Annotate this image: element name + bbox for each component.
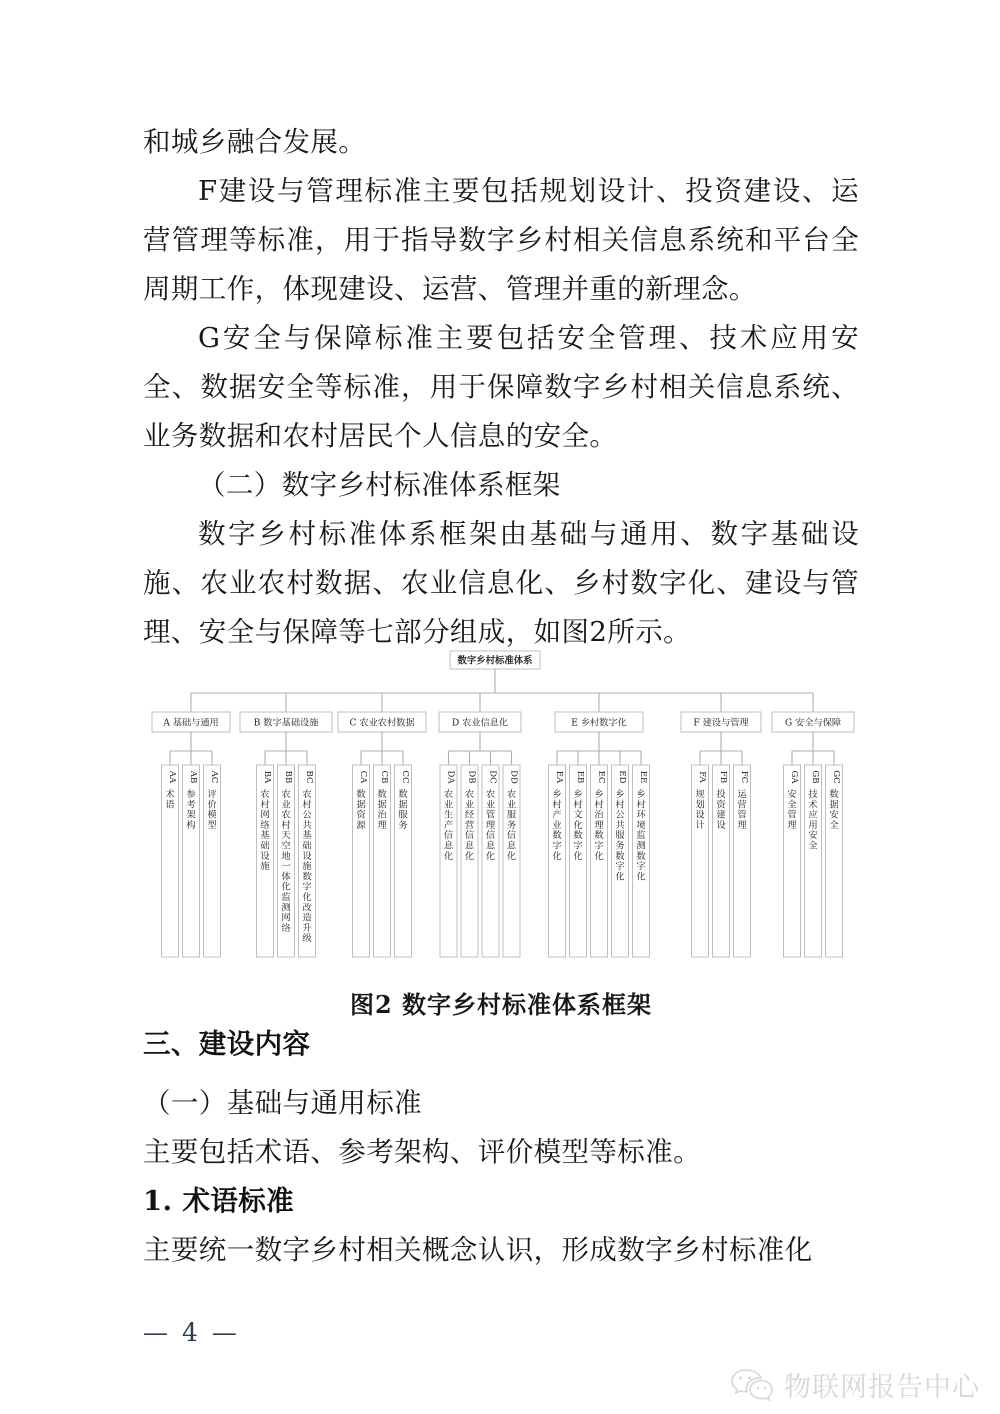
diagram-leaf-label-char: 一 [281, 861, 291, 873]
diagram-leaf-label-char: 化 [615, 871, 625, 883]
diagram-leaf-label-char: 产 [443, 819, 454, 831]
diagram-leaf-label-char: 乡 [552, 789, 562, 800]
diagram-leaf-code: EE [638, 770, 648, 784]
diagram-leaf-label-char: 农 [281, 809, 291, 821]
diagram-leaf-label-char: 字 [552, 840, 562, 852]
diagram-leaf-label-char: 天 [281, 830, 291, 842]
diagram-leaf-code: FA [697, 771, 707, 783]
figure-svg [143, 643, 859, 973]
diagram-leaf-label-char: 构 [186, 819, 196, 831]
diagram-leaf-label-char: 公 [302, 809, 312, 821]
diagram-branch-label-g: G 安全与保障 [784, 717, 842, 729]
diagram-leaf-label-char: 络 [260, 819, 270, 831]
diagram-leaf-label-char: 数 [377, 789, 387, 800]
item-body: 主要统一数字乡村相关概念认识，形成数字乡村标准化 [143, 1234, 813, 1266]
diagram-branch-label-e: E 乡村数字化 [571, 717, 627, 729]
diagram-leaf-label-char: 字 [594, 840, 604, 852]
diagram-leaf-label-char: 建 [716, 809, 726, 821]
diagram-leaf-label-char: 息 [464, 840, 475, 852]
diagram-leaf-label-char: 治 [377, 809, 387, 821]
diagram-leaf-label-char: 模 [207, 809, 217, 821]
diagram-leaf-label-char: 化 [573, 819, 583, 831]
diagram-leaf-code: EC [596, 770, 606, 784]
diagram-leaf-label-char: 管 [737, 809, 747, 821]
diagram-leaf-label-char: 乡 [573, 789, 583, 800]
diagram-leaf-label-char: 信 [443, 830, 454, 842]
diagram-branch-label-f: F 建设与管理 [693, 717, 749, 729]
diagram-leaf-label-char: 境 [636, 819, 646, 831]
diagram-leaf-label-char: 化 [506, 850, 517, 862]
diagram-leaf-label-char: 字 [573, 840, 583, 852]
diagram-leaf-label-char: 数 [302, 871, 312, 883]
diagram-leaf-code: EB [575, 770, 585, 784]
diagram-leaf-label-char: 体 [281, 871, 291, 883]
diagram-leaf-label-char: 空 [281, 840, 291, 852]
diagram-leaf-label-char: 农 [260, 789, 270, 800]
diagram-leaf-label-char: 网 [281, 912, 291, 924]
diagram-leaf-label-char: 字 [636, 861, 646, 873]
diagram-leaf-label-char: 村 [302, 799, 312, 811]
diagram-leaf-label-char: 考 [186, 799, 196, 811]
diagram-leaf-label-char: 升 [302, 922, 312, 934]
diagram-leaf-label-char: 治 [594, 809, 604, 821]
diagram-leaf-label-char: 理 [737, 819, 747, 831]
diagram-leaf-label-char: 改 [302, 902, 312, 914]
diagram-branch-label-d: D 农业信息化 [451, 717, 509, 729]
watermark-label: 物联网报告中心 [784, 1372, 980, 1403]
diagram-leaf-label-char: 数 [573, 830, 583, 842]
diagram-leaf-label-char: 业 [552, 819, 562, 831]
diagram-leaf-label-char: 服 [615, 830, 625, 842]
diagram-leaf-label-char: 络 [281, 922, 291, 934]
diagram-leaf-label-char: 据 [377, 799, 387, 811]
diagram-leaf-label-char: 据 [356, 799, 366, 811]
diagram-leaf-code: AB [188, 770, 198, 784]
diagram-leaf-label-char: 数 [552, 830, 562, 842]
diagram-leaf-label-char: 架 [186, 809, 196, 821]
diagram-leaf-label-char: 用 [808, 819, 818, 831]
diagram-leaf-code: FB [718, 770, 728, 784]
diagram-leaf-label-char: 语 [165, 799, 175, 811]
diagram-leaf-label-char: 业 [443, 799, 454, 811]
diagram-leaf-label-char: 安 [829, 809, 839, 821]
diagram-leaf-label-char: 农 [302, 789, 312, 800]
diagram-leaf-label-char: 监 [281, 892, 291, 903]
diagram-leaf-label-char: 理 [485, 819, 496, 831]
diagram-leaf-label-char: 网 [260, 809, 270, 821]
diagram-leaf-label-char: 设 [260, 850, 270, 862]
page-number: — 4 — [143, 1318, 240, 1347]
diagram-leaf-code: GB [810, 770, 820, 784]
body-text-bottom [143, 1020, 859, 1275]
paragraph-f-standard: F建设与管理标准主要包括规划设计、投资建设、运营管理等标准，用于指导数字乡村相关信息系统和平台全周期工作，体现建设、运营、管理并重的新理念。 [143, 175, 859, 305]
diagram-leaf-label-char: 农 [464, 789, 475, 800]
diagram-leaf-label-char: 产 [552, 809, 562, 821]
diagram-leaf-label-char: 数 [636, 850, 646, 862]
diagram-leaf-label-char: 服 [506, 809, 517, 821]
diagram-leaf-label-char: 息 [485, 840, 496, 852]
diagram-leaf-label-char: 化 [594, 850, 604, 862]
diagram-leaf-label-char: 设 [716, 819, 726, 831]
diagram-leaf-label-char: 施 [260, 861, 270, 873]
wechat-icon [730, 1368, 776, 1402]
diagram-leaf-label-char: 安 [808, 830, 818, 842]
item-heading: 1. 术语标准 [143, 1185, 295, 1217]
diagram-leaf-label-char: 村 [573, 799, 583, 811]
diagram-leaf-code: BC [304, 770, 314, 784]
diagram-leaf-label-char: 型 [207, 819, 217, 831]
diagram-leaf-label-char: 营 [464, 819, 475, 831]
diagram-leaf-code: ED [617, 770, 627, 784]
diagram-branch-label-a: A 基础与通用 [163, 717, 219, 729]
diagram-leaf-label-char: 共 [302, 819, 312, 831]
diagram-leaf-label-char: 业 [506, 799, 517, 811]
diagram-leaf-label-char: 全 [787, 799, 797, 811]
diagram-leaf-label-char: 资 [356, 809, 366, 821]
diagram-leaf-label-char: 测 [636, 840, 646, 852]
diagram-leaf-label-char: 化 [281, 881, 291, 893]
diagram-leaf-label-char: 村 [552, 799, 562, 811]
diagram-leaf-label-char: 息 [443, 840, 454, 852]
diagram-leaf-label-char: 村 [615, 799, 625, 811]
diagram-leaf-label-char: 经 [464, 809, 475, 821]
diagram-leaf-label-char: 共 [615, 819, 625, 831]
diagram-leaf-label-char: 信 [506, 830, 517, 842]
diagram-leaf-label-char: 数 [356, 789, 366, 800]
diagram-leaf-label-char: 农 [281, 789, 291, 800]
diagram-leaf-label-char: 化 [552, 850, 562, 862]
diagram-leaf-label-char: 环 [636, 809, 646, 821]
diagram-leaf-label-char: 术 [165, 789, 175, 800]
diagram-leaf-label-char: 划 [695, 799, 705, 811]
diagram-leaf-label-char: 字 [302, 881, 312, 893]
diagram-leaf-label-char: 规 [695, 789, 705, 800]
diagram-leaf-label-char: 字 [615, 861, 625, 873]
diagram-leaf-label-char: 化 [302, 892, 312, 903]
diagram-leaf-label-char: 信 [464, 830, 475, 842]
diagram-leaf-code: DC [487, 770, 498, 784]
diagram-leaf-code: AA [167, 770, 177, 784]
diagram-leaf-label-char: 监 [636, 830, 646, 842]
figure-standard-system-framework [143, 643, 859, 973]
diagram-leaf-label-char: 化 [464, 850, 475, 862]
diagram-leaf-label-char: 应 [808, 809, 818, 821]
diagram-leaf-label-char: 乡 [636, 789, 646, 800]
diagram-leaf-label-char: 全 [829, 819, 839, 831]
diagram-leaf-label-char: 参 [186, 789, 196, 800]
diagram-leaf-label-char: 设 [695, 809, 705, 821]
diagram-leaf-label-char: 据 [829, 799, 839, 811]
diagram-leaf-label-char: 农 [506, 789, 517, 800]
diagram-leaf-label-char: 测 [281, 902, 291, 914]
diagram-leaf-label-char: 信 [485, 830, 496, 842]
diagram-leaf-label-char: 乡 [594, 789, 604, 800]
paragraph-continuation: 和城乡融合发展。 [143, 126, 367, 158]
diagram-leaf-label-char: 息 [506, 840, 517, 852]
diagram-leaf-code: FC [739, 770, 749, 784]
diagram-leaf-label-char: 价 [207, 799, 217, 811]
paragraph-g-standard: G安全与保障标准主要包括安全管理、技术应用安全、数据安全等标准，用于保障数字乡村相关信息系统、业务数据和农村居民个人信息的安全。 [143, 322, 859, 452]
diagram-branch-label-b: B 数字基础设施 [253, 717, 319, 729]
diagram-leaf-label-char: 数 [829, 789, 839, 800]
diagram-leaf-code: AC [209, 770, 219, 784]
diagram-leaf-label-char: 级 [302, 933, 312, 945]
diagram-leaf-label-char: 务 [615, 840, 625, 852]
diagram-leaf-label-char: 村 [594, 799, 604, 811]
diagram-leaf-code: CA [358, 770, 368, 784]
diagram-leaf-label-char: 管 [787, 809, 797, 821]
diagram-leaf-code: GC [831, 770, 841, 784]
figure-caption: 图2 数字乡村标准体系框架 [349, 990, 653, 1019]
diagram-leaf-label-char: 源 [356, 819, 366, 831]
diagram-leaf-label-char: 化 [443, 850, 454, 862]
diagram-leaf-label-char: 务 [506, 819, 517, 831]
diagram-leaf-label-char: 础 [260, 840, 270, 852]
diagram-leaf-label-char: 地 [281, 850, 291, 862]
diagram-leaf-label-char: 设 [302, 850, 312, 862]
diagram-leaf-label-char: 安 [787, 789, 797, 800]
diagram-leaf-code: CC [400, 770, 410, 784]
diagram-leaf-label-char: 农 [485, 789, 496, 800]
diagram-leaf-label-char: 村 [281, 819, 291, 831]
watermark [730, 1365, 980, 1404]
diagram-root-label: 数字乡村标准体系 [457, 655, 533, 667]
diagram-leaf-label-char: 资 [716, 799, 726, 811]
diagram-leaf-label-char: 础 [302, 840, 312, 852]
diagram-leaf-label-char: 基 [260, 830, 270, 842]
diagram-leaf-label-char: 理 [377, 819, 387, 831]
diagram-leaf-label-char: 化 [636, 871, 646, 883]
section-heading: 三、建设内容 [143, 1028, 311, 1060]
diagram-leaf-code: BB [283, 770, 293, 784]
subsection-body: 主要包括术语、参考架构、评价模型等标准。 [143, 1136, 701, 1168]
diagram-leaf-label-char: 业 [464, 799, 475, 811]
diagram-leaf-label-char: 业 [281, 799, 291, 811]
diagram-leaf-code: EA [554, 770, 564, 784]
diagram-leaf-label-char: 文 [573, 809, 583, 821]
diagram-leaf-label-char: 理 [787, 819, 797, 831]
diagram-leaf-label-char: 全 [808, 840, 818, 852]
diagram-leaf-label-char: 评 [207, 789, 217, 800]
diagram-leaf-code: DB [466, 770, 477, 784]
diagram-leaf-label-char: 计 [695, 819, 705, 831]
diagram-leaf-label-char: 技 [808, 789, 818, 800]
diagram-leaf-label-char: 农 [443, 789, 454, 800]
diagram-leaf-label-char: 营 [737, 799, 747, 811]
subsection-heading: （一）基础与通用标准 [143, 1087, 422, 1119]
diagram-leaf-label-char: 造 [302, 912, 312, 924]
diagram-leaf-label-char: 运 [737, 789, 747, 800]
diagram-leaf-label-char: 公 [615, 809, 625, 821]
diagram-leaf-label-char: 管 [485, 809, 496, 821]
body-text-top [143, 118, 859, 657]
diagram-leaf-label-char: 术 [808, 799, 818, 811]
diagram-leaf-code: BA [262, 770, 272, 784]
diagram-leaf-label-char: 生 [443, 809, 454, 821]
paragraph-framework-intro: 数字乡村标准体系框架由基础与通用、数字基础设施、农业农村数据、农业信息化、乡村数字化、建设与管理、安全与保障等七部分组成，如图2所示。 [143, 518, 859, 648]
diagram-leaf-label-char: 服 [398, 809, 408, 821]
diagram-leaf-label-char: 基 [302, 830, 312, 842]
diagram-leaf-label-char: 理 [594, 819, 604, 831]
diagram-leaf-label-char: 业 [485, 799, 496, 811]
diagram-leaf-code: CB [379, 770, 389, 784]
diagram-leaf-code: DA [445, 770, 456, 784]
diagram-leaf-label-char: 数 [594, 830, 604, 842]
diagram-leaf-label-char: 化 [573, 850, 583, 862]
diagram-leaf-label-char: 施 [302, 861, 312, 873]
diagram-leaf-label-char: 数 [615, 850, 625, 862]
diagram-leaf-label-char: 数 [398, 789, 408, 800]
diagram-leaf-code: DD [508, 770, 519, 784]
diagram-leaf-label-char: 村 [636, 799, 646, 811]
diagram-leaf-code: GA [789, 770, 799, 784]
diagram-leaf-label-char: 乡 [615, 789, 625, 800]
subheading-framework: （二）数字乡村标准体系框架 [198, 469, 561, 501]
diagram-leaf-label-char: 据 [398, 799, 408, 811]
diagram-leaf-label-char: 务 [398, 819, 408, 831]
diagram-leaf-label-char: 村 [260, 799, 270, 811]
diagram-branch-label-c: C 农业农村数据 [349, 717, 415, 729]
diagram-leaf-label-char: 化 [485, 850, 496, 862]
diagram-leaf-label-char: 投 [716, 789, 726, 800]
